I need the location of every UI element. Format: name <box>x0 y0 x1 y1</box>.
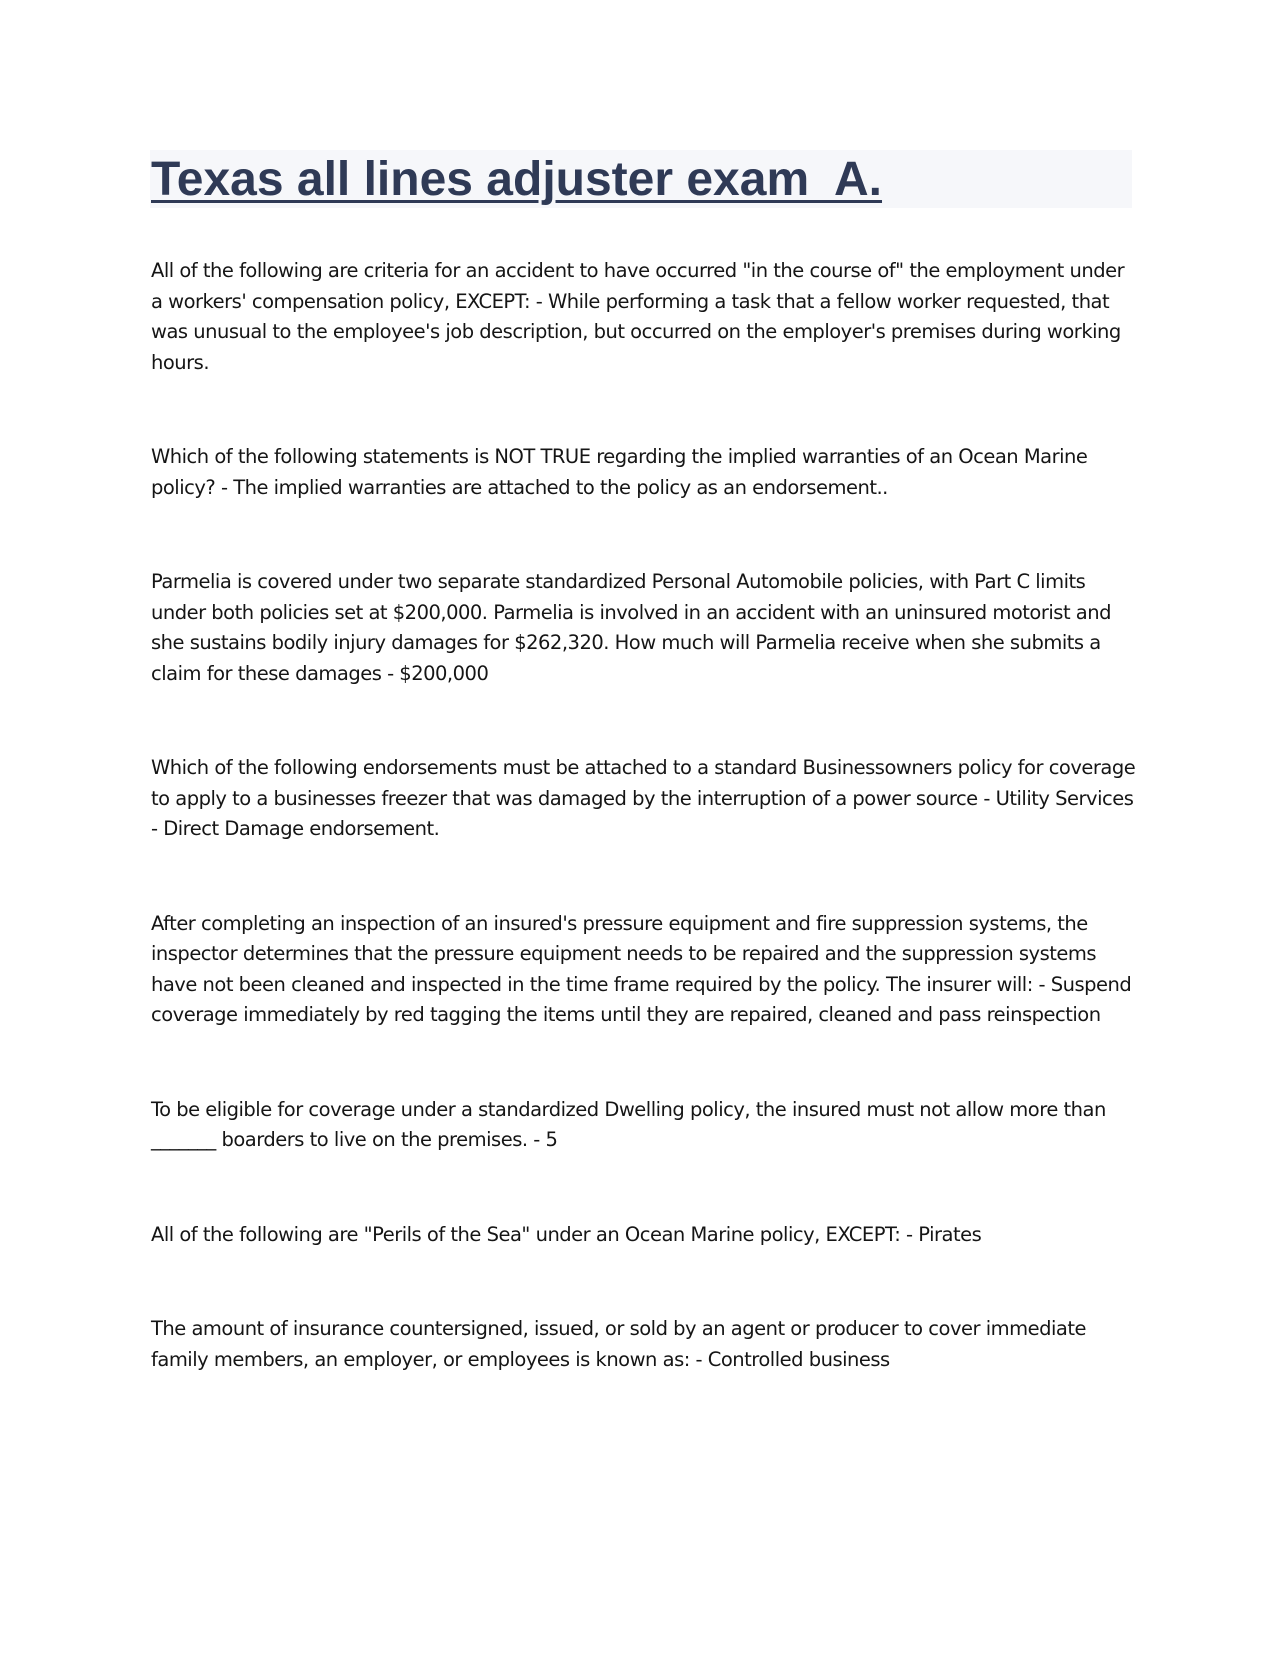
question-answer-1: All of the following are criteria for an accident to have occurred "in the course of" the employment under a workers' compensation policy, EXCEPT: - While performing a task that a fellow worker requested, that was unusual to the employee's job description, but occurred on the employer's premises during working hours. <box>151 259 1125 374</box>
question-answer-3: Parmelia is covered under two separate standardized Personal Automobile policies, with Part C limits under both policies set at $200,000. Parmelia is involved in an accident with an uninsured motorist and she sustains bodily injury damages for $262,320. How much will Parmelia receive when she submits a claim for these damages - $200,000 <box>151 570 1111 685</box>
question-answer-5: After completing an inspection of an insured's pressure equipment and fire suppression systems, the inspector determines that the pressure equipment needs to be repaired and the suppression systems have not been cleaned and inspected in the time frame required by the policy. The insurer will: - Suspend coverage immediately by red tagging the items until they are repaired, cleaned and pass reinspection <box>151 911 1132 1026</box>
question-answer-8: The amount of insurance countersigned, issued, or sold by an agent or producer to cover immediate family members, an employer, or employees is known as: - Controlled business <box>151 1317 1086 1371</box>
question-answer-7: All of the following are "Perils of the Sea" under an Ocean Marine policy, EXCEPT: - Pirates <box>151 1222 982 1246</box>
document-title: Texas all lines adjuster exam A. <box>151 153 883 206</box>
question-answer-6: To be eligible for coverage under a standardized Dwelling policy, the insured must not allow more than _______ boarders to live on the premises. - 5 <box>151 1097 1106 1151</box>
question-list <box>151 256 1141 1439</box>
question-answer-2: Which of the following statements is NOT TRUE regarding the implied warranties of an Ocean Marine policy? - The implied warranties are attached to the policy as an endorsement.. <box>151 445 1088 499</box>
question-answer-4: Which of the following endorsements must be attached to a standard Businessowners policy for coverage to apply to a businesses freezer that was damaged by the interruption of a power source - Utility Services - Direct Damage endorsement. <box>151 756 1136 840</box>
